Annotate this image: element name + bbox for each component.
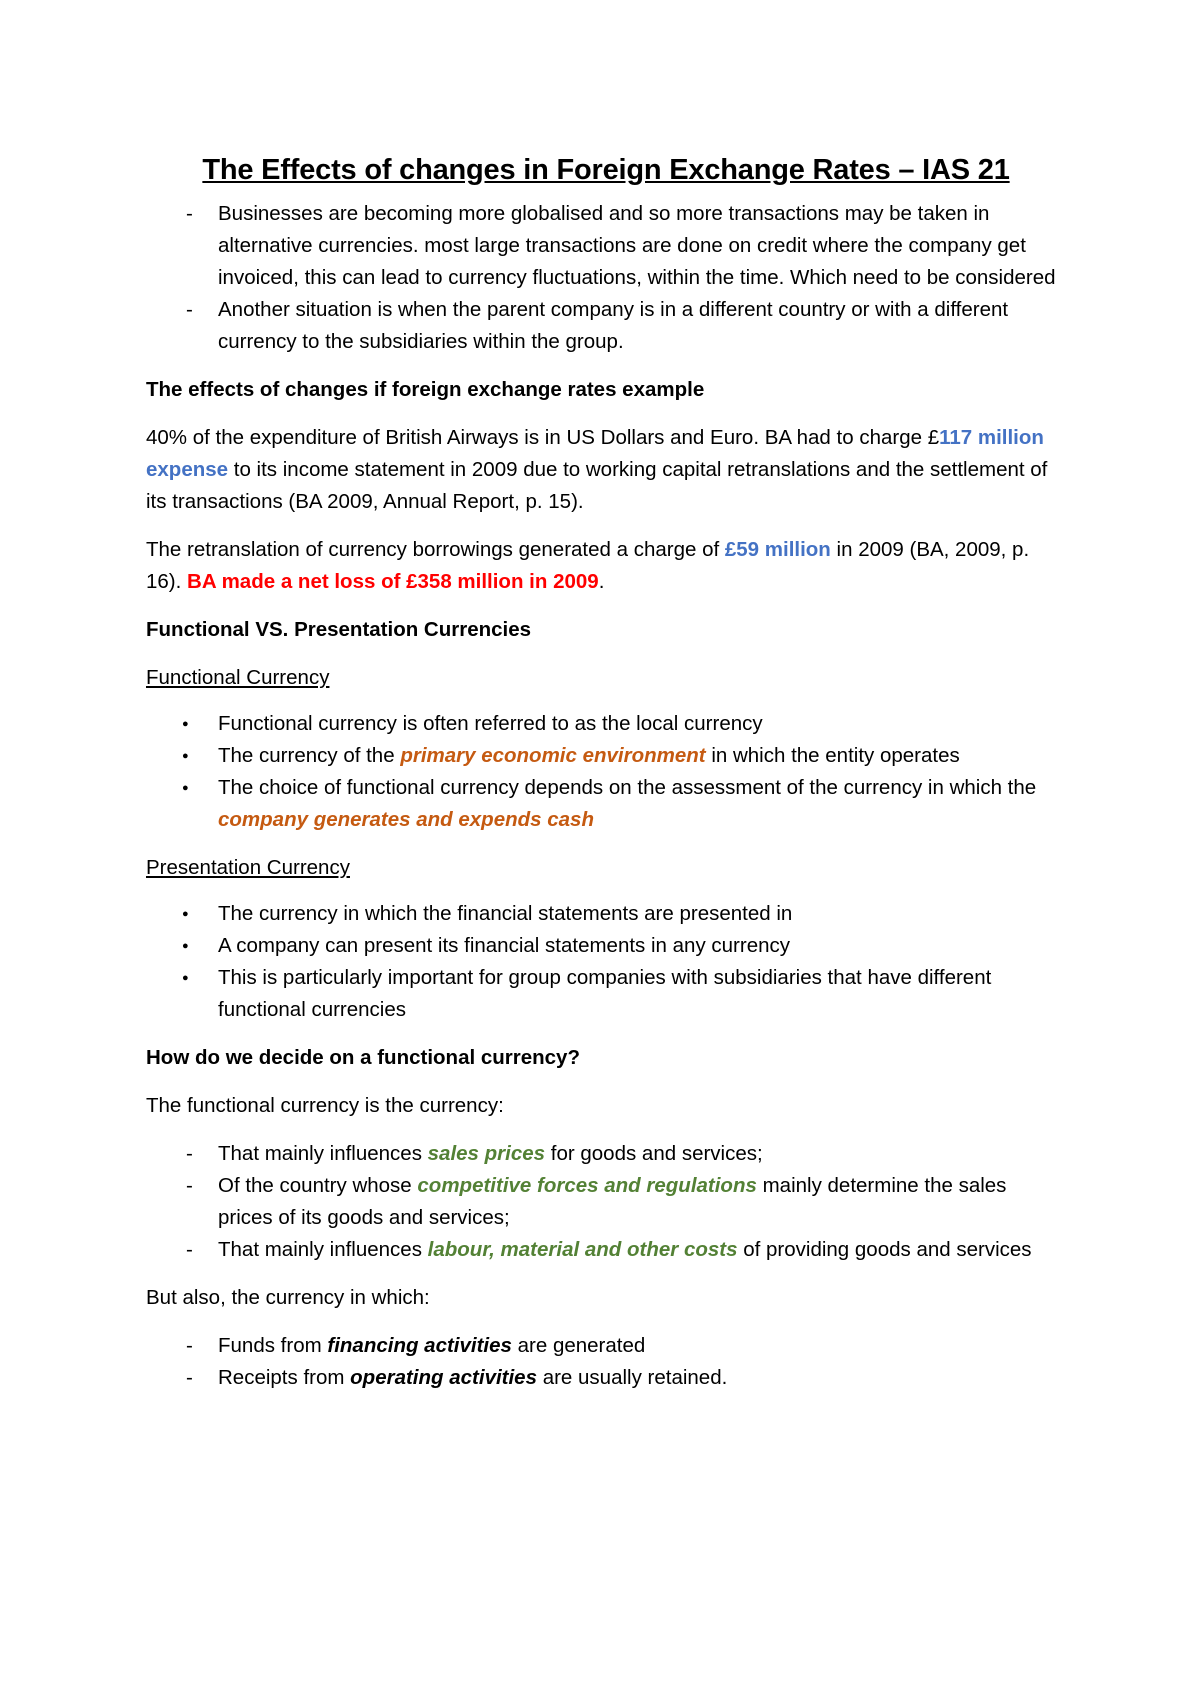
text-run: in 2009 (BA, 2009, p. 16). [146,538,1030,593]
text-run: Funds from [218,1334,328,1357]
text-run: for goods and services; [545,1142,763,1165]
highlight-primary-economic-environment: primary economic environment [400,744,706,767]
list-item [146,1234,1066,1266]
decide-heading: How do we decide on a functional currency? [146,1046,580,1069]
list-item: ● The currency in which the financial statements are presented in [146,898,1066,930]
highlight-expense: 117 million expense [146,426,1044,481]
text-run: The currency of the [218,744,401,767]
highlight-operating-activities: operating activities [350,1366,537,1389]
decide-list [146,1138,1066,1266]
list-item [146,1138,1066,1170]
text-run: The choice of functional currency depends on the assessment of the currency in which the [218,776,1037,799]
page-title: The Effects of changes in Foreign Exchange Rates – IAS 21 [202,154,1010,186]
list-item: ● This is particularly important for group companies with subsidiaries that have different functional currencies [146,962,1066,1026]
list-item: - Businesses are becoming more globalised and so more transactions may be taken in alternative currencies. most large transactions are done on credit where the company get invoiced, this can lead to currency fluctuations, within the time. Which need to be considered [146,198,1066,294]
text-run: That mainly influences [218,1142,428,1165]
text-run: mainly determine the sales prices of its goods and services; [218,1174,1007,1229]
highlight-financing-activities: financing activities [327,1334,512,1357]
intro-list [146,198,1066,358]
highlight-costs: labour, material and other costs [427,1238,738,1261]
list-item [146,1330,1066,1362]
example-paragraph-2 [146,534,1066,598]
list-item: - Another situation is when the parent company is in a different country or with a different currency to the subsidiaries within the group. [146,294,1066,358]
example-paragraph-1 [146,422,1066,518]
text-run: are generated [511,1334,646,1357]
text-run: of providing goods and services [737,1238,1032,1261]
list-item [146,1170,1066,1234]
document-page [146,150,1066,1410]
text-run: in which the entity operates [705,744,960,767]
also-list [146,1330,1066,1394]
also-intro: But also, the currency in which: [146,1286,430,1309]
list-item [146,1362,1066,1394]
highlight-charge: £59 million [724,538,831,561]
decide-intro: The functional currency is the currency: [146,1094,504,1117]
highlight-net-loss: BA made a net loss of £358 million in 2009 [187,570,599,593]
list-item: ● A company can present its financial statements in any currency [146,930,1066,962]
text-run: are usually retained. [537,1366,728,1389]
text-run: Of the country whose [218,1174,418,1197]
text-run: That mainly influences [218,1238,428,1261]
list-item [146,740,1066,772]
text-run: The retranslation of currency borrowings generated a charge of [146,538,725,561]
presentation-currency-list [146,898,1066,1026]
text-run: . [598,570,605,593]
highlight-competitive-forces: competitive forces and regulations [417,1174,757,1197]
functional-currency-list [146,708,1066,836]
list-item: ● Functional currency is often referred to as the local currency [146,708,1066,740]
text-run: to its income statement in 2009 due to working capital retranslations and the settlement of its transactions (BA 2009, Annual Report, p. 15). [146,458,1048,513]
highlight-sales-prices: sales prices [427,1142,546,1165]
highlight-generates-expends-cash: company generates and expends cash [218,808,594,831]
text-run: Receipts from [218,1366,351,1389]
presentation-currency-heading: Presentation Currency [146,856,350,879]
example-heading: The effects of changes if foreign exchange rates example [146,378,705,401]
functional-vs-presentation-heading: Functional VS. Presentation Currencies [146,618,532,641]
functional-currency-heading: Functional Currency [146,666,330,689]
list-item [146,772,1066,836]
text-run: 40% of the expenditure of British Airways is in US Dollars and Euro. BA had to charge £ [146,426,940,449]
